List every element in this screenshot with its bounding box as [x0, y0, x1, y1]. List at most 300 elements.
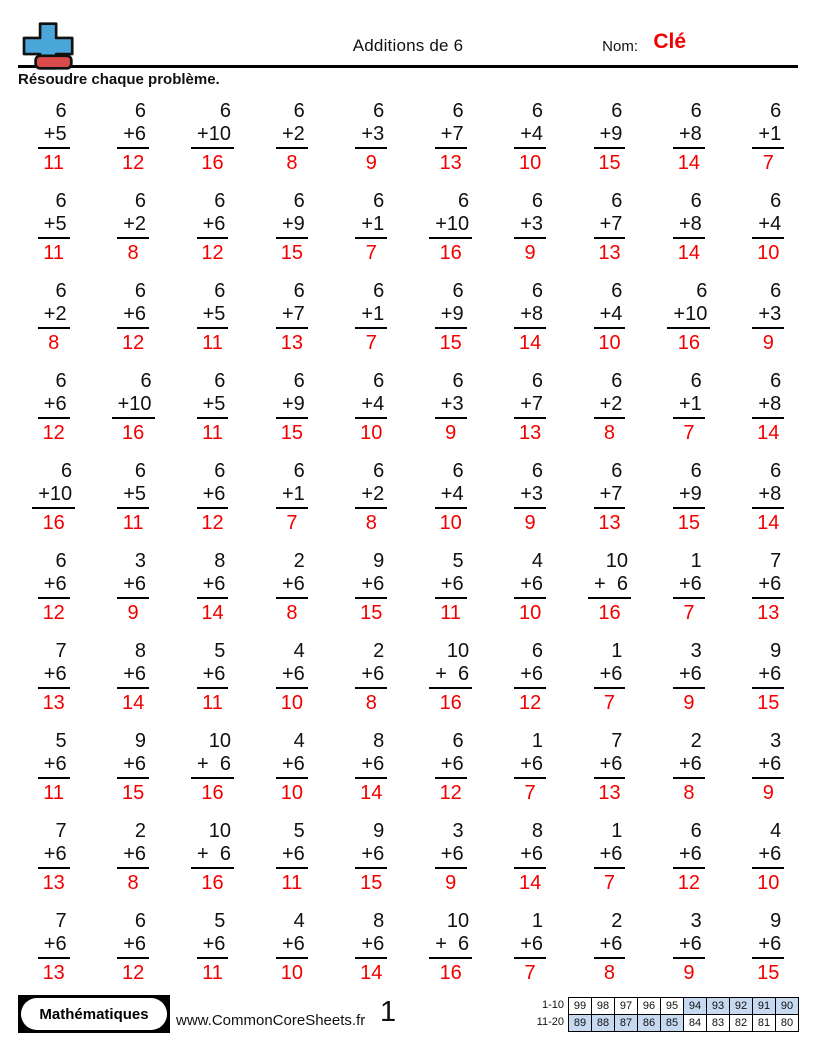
- problem-top-addend: 6: [55, 550, 67, 572]
- problem-cell: [435, 370, 467, 445]
- problem-cell: [197, 370, 229, 445]
- brand-logo-box: [18, 995, 170, 1033]
- score-cell: 82: [730, 1015, 753, 1032]
- score-cell: 93: [707, 998, 730, 1015]
- problem-top-addend: 6: [770, 460, 782, 482]
- problem-bottom-addend: +4: [435, 483, 467, 509]
- problem-bottom-addend: +8: [673, 123, 705, 149]
- problem-cell: [752, 730, 784, 805]
- problem-top-addend: 3: [134, 550, 146, 572]
- problem-cell: [355, 640, 387, 715]
- problem-answer: 16: [439, 242, 462, 264]
- problem-cell: [117, 640, 149, 715]
- problem-answer: 11: [43, 782, 65, 804]
- problem-answer: 12: [121, 962, 145, 984]
- problem-top-addend: 6: [452, 370, 464, 392]
- problem-cell: [38, 910, 70, 985]
- problem-cell: [38, 640, 70, 715]
- problem-top-addend: 6: [55, 370, 67, 392]
- problem-top-addend: 6: [452, 100, 464, 122]
- problem-top-addend: 6: [293, 100, 305, 122]
- problem-top-addend: 8: [373, 910, 385, 932]
- problem-top-addend: 10: [208, 730, 231, 752]
- problem-cell: [117, 190, 149, 265]
- problem-answer: 12: [518, 692, 542, 714]
- problem-answer: 16: [201, 152, 224, 174]
- answer-key-label: Clé: [653, 30, 686, 53]
- problem-top-addend: 5: [452, 550, 464, 572]
- problem-answer: 16: [201, 782, 224, 804]
- problem-answer: 9: [762, 782, 774, 804]
- problem-bottom-addend: +6: [117, 123, 149, 149]
- page-number: 1: [380, 996, 397, 1028]
- problem-bottom-addend: +6: [673, 753, 705, 779]
- problem-top-addend: 2: [690, 730, 702, 752]
- problem-top-addend: 6: [531, 370, 543, 392]
- problem-answer: 10: [360, 422, 383, 444]
- problem-top-addend: 6: [373, 280, 385, 302]
- problem-bottom-addend: +6: [673, 843, 705, 869]
- problem-bottom-addend: +6: [752, 573, 784, 599]
- problem-cell: [117, 730, 149, 805]
- problem-bottom-addend: +9: [276, 213, 308, 239]
- problem-bottom-addend: +4: [594, 303, 626, 329]
- problem-cell: [435, 100, 467, 175]
- problem-answer: 7: [524, 782, 536, 804]
- problem-top-addend: 3: [452, 820, 464, 842]
- problem-top-addend: 2: [373, 640, 385, 662]
- problem-top-addend: 7: [55, 640, 67, 662]
- problem-top-addend: 6: [293, 280, 305, 302]
- problem-cell: [752, 460, 784, 535]
- problem-bottom-addend: +2: [594, 393, 626, 419]
- problem-bottom-addend: +4: [752, 213, 784, 239]
- problem-answer: 12: [201, 242, 224, 264]
- problem-bottom-addend: +6: [355, 663, 387, 689]
- problem-top-addend: 10: [446, 910, 470, 932]
- problem-answer: 9: [365, 152, 377, 174]
- problem-bottom-addend: +6: [276, 933, 308, 959]
- problem-answer: 15: [757, 692, 780, 714]
- problem-top-addend: 8: [373, 730, 385, 752]
- problem-answer: 7: [603, 692, 616, 714]
- problem-answer: 9: [524, 242, 536, 264]
- problem-top-addend: 6: [55, 100, 67, 122]
- problem-top-addend: 6: [770, 190, 782, 212]
- problem-answer: 11: [43, 152, 65, 174]
- problem-top-addend: 6: [690, 820, 702, 842]
- problem-cell: [594, 730, 626, 805]
- score-cell: 97: [615, 998, 638, 1015]
- problem-bottom-addend: +8: [752, 483, 784, 509]
- problem-bottom-addend: +2: [276, 123, 308, 149]
- problem-bottom-addend: + 6: [429, 933, 472, 959]
- problem-bottom-addend: +6: [38, 753, 70, 779]
- problem-answer: 14: [360, 782, 383, 804]
- problem-top-addend: 6: [452, 460, 464, 482]
- problem-top-addend: 5: [214, 640, 226, 662]
- score-cell: 91: [753, 998, 776, 1015]
- problem-answer: 9: [762, 332, 774, 354]
- problem-answer: 14: [121, 692, 145, 714]
- problem-answer: 7: [365, 242, 377, 264]
- problem-answer: 14: [518, 332, 542, 354]
- problem-answer: 10: [757, 872, 780, 894]
- score-cell: 96: [638, 998, 661, 1015]
- problem-top-addend: 9: [373, 820, 385, 842]
- problem-answer: 11: [440, 602, 462, 624]
- problem-bottom-addend: + 6: [588, 573, 631, 599]
- problem-cell: [673, 820, 705, 895]
- problem-answer: 15: [280, 422, 304, 444]
- score-grid: [568, 997, 799, 1032]
- problem-cell: [276, 910, 308, 985]
- problem-bottom-addend: +3: [514, 213, 546, 239]
- problem-top-addend: 6: [531, 280, 543, 302]
- problem-answer: 7: [524, 962, 536, 984]
- problem-top-addend: 1: [690, 550, 702, 572]
- problem-answer: 15: [121, 782, 145, 804]
- problem-cell: [429, 910, 472, 985]
- problem-cell: [752, 910, 784, 985]
- problem-bottom-addend: +6: [514, 753, 546, 779]
- problem-top-addend: 6: [219, 100, 231, 122]
- problem-top-addend: 6: [770, 280, 782, 302]
- problem-bottom-addend: +6: [197, 933, 229, 959]
- problem-bottom-addend: + 6: [191, 843, 234, 869]
- problem-cell: [514, 640, 546, 715]
- problem-answer: 14: [201, 602, 224, 624]
- problem-answer: 9: [445, 422, 457, 444]
- problem-cell: [117, 280, 149, 355]
- problem-top-addend: 9: [134, 730, 146, 752]
- footer: [18, 995, 799, 1035]
- problem-bottom-addend: +6: [594, 843, 626, 869]
- problem-bottom-addend: +5: [38, 213, 70, 239]
- problem-answer: 14: [677, 152, 701, 174]
- problem-top-addend: 9: [770, 640, 782, 662]
- problem-bottom-addend: + 6: [429, 663, 472, 689]
- problem-bottom-addend: +6: [752, 933, 784, 959]
- problem-answer: 13: [439, 152, 462, 174]
- problem-top-addend: 6: [293, 370, 305, 392]
- problem-top-addend: 6: [696, 280, 708, 302]
- score-cell: 98: [592, 998, 615, 1015]
- problem-answer: 14: [757, 422, 780, 444]
- problem-bottom-addend: +8: [514, 303, 546, 329]
- problem-answer: 7: [683, 602, 695, 624]
- problem-cell: [355, 730, 387, 805]
- problem-answer: 8: [286, 152, 298, 174]
- problem-top-addend: 4: [531, 550, 543, 572]
- problem-bottom-addend: +6: [117, 843, 149, 869]
- problem-top-addend: 6: [373, 190, 385, 212]
- problem-cell: [514, 910, 546, 985]
- score-cell: 83: [707, 1015, 730, 1032]
- problem-top-addend: 6: [611, 100, 623, 122]
- problem-answer: 8: [603, 962, 616, 984]
- problem-bottom-addend: +5: [197, 303, 229, 329]
- problem-cell: [117, 550, 149, 625]
- problem-bottom-addend: +10: [191, 123, 234, 149]
- problem-bottom-addend: +9: [276, 393, 308, 419]
- problem-bottom-addend: +6: [594, 933, 626, 959]
- problem-bottom-addend: +2: [117, 213, 149, 239]
- problem-answer: 8: [603, 422, 616, 444]
- problem-cell: [276, 280, 308, 355]
- problem-top-addend: 6: [214, 190, 226, 212]
- problem-answer: 10: [280, 692, 304, 714]
- problem-top-addend: 6: [214, 280, 226, 302]
- problem-cell: [276, 190, 308, 265]
- problem-answer: 8: [286, 602, 298, 624]
- problem-bottom-addend: +6: [355, 843, 387, 869]
- problem-cell: [429, 190, 472, 265]
- problem-answer: 14: [677, 242, 701, 264]
- problem-bottom-addend: +8: [673, 213, 705, 239]
- score-cell: 81: [753, 1015, 776, 1032]
- problem-bottom-addend: +9: [435, 303, 467, 329]
- problem-bottom-addend: +6: [38, 573, 70, 599]
- problem-cell: [276, 460, 308, 535]
- problem-cell: [752, 820, 784, 895]
- problem-bottom-addend: +6: [117, 753, 149, 779]
- problem-top-addend: 7: [55, 820, 67, 842]
- problem-top-addend: 8: [134, 640, 146, 662]
- problem-answer: 13: [42, 692, 65, 714]
- problem-answer: 16: [439, 962, 462, 984]
- problem-answer: 9: [683, 692, 695, 714]
- problem-cell: [276, 730, 308, 805]
- score-cell: 94: [684, 998, 707, 1015]
- problem-bottom-addend: +6: [673, 663, 705, 689]
- problem-answer: 16: [598, 602, 621, 624]
- problem-top-addend: 4: [293, 640, 305, 662]
- problem-answer: 12: [677, 872, 701, 894]
- problem-bottom-addend: +6: [673, 933, 705, 959]
- brand-logo: Mathématiques: [21, 998, 167, 1030]
- problem-answer: 10: [439, 512, 462, 534]
- problem-cell: [38, 820, 70, 895]
- problem-cell: [435, 460, 467, 535]
- problem-answer: 13: [280, 332, 304, 354]
- problem-answer: 12: [439, 782, 462, 804]
- problem-bottom-addend: +1: [673, 393, 705, 419]
- problem-bottom-addend: +9: [594, 123, 626, 149]
- problem-cell: [38, 100, 70, 175]
- website-url: www.CommonCoreSheets.fr: [176, 1012, 366, 1029]
- problem-bottom-addend: +6: [514, 573, 546, 599]
- problem-top-addend: 6: [770, 370, 782, 392]
- problem-top-addend: 1: [611, 820, 623, 842]
- problem-bottom-addend: +5: [197, 393, 229, 419]
- problem-bottom-addend: +6: [117, 303, 149, 329]
- problem-cell: [752, 280, 784, 355]
- problem-bottom-addend: +6: [38, 393, 70, 419]
- problem-answer: 11: [202, 692, 223, 714]
- problem-bottom-addend: +3: [514, 483, 546, 509]
- problem-answer: 10: [598, 332, 621, 354]
- problem-top-addend: 10: [208, 820, 231, 842]
- problem-bottom-addend: +6: [355, 933, 387, 959]
- problem-answer: 15: [360, 872, 383, 894]
- problem-bottom-addend: +8: [752, 393, 784, 419]
- problem-cell: [276, 820, 308, 895]
- score-range-labels: [537, 995, 564, 1032]
- problem-answer: 13: [757, 602, 780, 624]
- problem-cell: [514, 370, 546, 445]
- problem-cell: [117, 460, 149, 535]
- problem-top-addend: 2: [134, 820, 146, 842]
- problem-bottom-addend: +6: [435, 573, 467, 599]
- problem-cell: [112, 370, 155, 445]
- problem-bottom-addend: +6: [276, 663, 308, 689]
- problem-top-addend: 8: [214, 550, 226, 572]
- header: [18, 0, 798, 68]
- problem-cell: [673, 640, 705, 715]
- score-cell: 99: [569, 998, 592, 1015]
- problem-top-addend: 6: [611, 190, 623, 212]
- problem-top-addend: 6: [373, 460, 385, 482]
- problem-bottom-addend: +7: [594, 213, 626, 239]
- problem-bottom-addend: +5: [38, 123, 70, 149]
- problem-bottom-addend: +1: [355, 303, 387, 329]
- problem-cell: [435, 280, 467, 355]
- problem-top-addend: 6: [134, 910, 146, 932]
- problem-bottom-addend: +6: [197, 663, 229, 689]
- problem-top-addend: 10: [605, 550, 628, 572]
- problem-answer: 7: [683, 422, 695, 444]
- problem-cell: [752, 370, 784, 445]
- score-range-label: 1-10: [541, 998, 564, 1011]
- problem-top-addend: 5: [55, 730, 67, 752]
- problem-cell: [117, 820, 149, 895]
- score-range-label: 11-20: [536, 1015, 564, 1028]
- problem-top-addend: 1: [531, 910, 543, 932]
- problem-answer: 11: [43, 242, 65, 264]
- problem-bottom-addend: +2: [38, 303, 70, 329]
- problem-answer: 12: [42, 422, 65, 444]
- problem-answer: 13: [598, 512, 621, 534]
- problem-cell: [673, 460, 705, 535]
- problem-cell: [514, 100, 546, 175]
- problem-bottom-addend: +7: [594, 483, 626, 509]
- problem-cell: [752, 550, 784, 625]
- problem-bottom-addend: +3: [435, 393, 467, 419]
- problem-top-addend: 4: [770, 820, 782, 842]
- problem-bottom-addend: +6: [38, 663, 70, 689]
- problem-bottom-addend: +6: [435, 753, 467, 779]
- problem-cell: [514, 550, 546, 625]
- problem-cell: [355, 100, 387, 175]
- problem-answer: 12: [42, 602, 65, 624]
- problem-answer: 15: [677, 512, 701, 534]
- problem-top-addend: 6: [293, 190, 305, 212]
- problem-top-addend: 6: [373, 370, 385, 392]
- problem-answer: 14: [360, 962, 383, 984]
- problem-bottom-addend: +9: [673, 483, 705, 509]
- problem-top-addend: 6: [690, 460, 702, 482]
- problem-cell: [594, 460, 626, 535]
- problem-bottom-addend: +2: [355, 483, 387, 509]
- problem-cell: [752, 640, 784, 715]
- problem-answer: 13: [42, 962, 65, 984]
- problem-top-addend: 6: [61, 460, 73, 482]
- problem-answer: 12: [121, 152, 145, 174]
- problem-top-addend: 6: [452, 280, 464, 302]
- problem-bottom-addend: +10: [667, 303, 710, 329]
- problem-answer: 13: [518, 422, 542, 444]
- problem-answer: 8: [365, 512, 377, 534]
- problem-answer: 11: [202, 962, 223, 984]
- problem-cell: [355, 190, 387, 265]
- problem-cell: [673, 100, 705, 175]
- problem-cell: [667, 280, 710, 355]
- problem-top-addend: 6: [531, 100, 543, 122]
- problem-cell: [355, 820, 387, 895]
- score-cell: 90: [776, 998, 799, 1015]
- problem-cell: [38, 550, 70, 625]
- problem-cell: [197, 640, 229, 715]
- problem-cell: [32, 460, 75, 535]
- problem-cell: [588, 550, 631, 625]
- problem-bottom-addend: +6: [276, 753, 308, 779]
- score-cell: 86: [638, 1015, 661, 1032]
- score-row: [569, 998, 799, 1015]
- problem-answer: 8: [365, 692, 377, 714]
- problem-cell: [752, 190, 784, 265]
- problem-bottom-addend: +6: [594, 753, 626, 779]
- problem-cell: [594, 280, 626, 355]
- problem-top-addend: 6: [134, 280, 146, 302]
- problem-top-addend: 6: [134, 100, 146, 122]
- problem-cell: [673, 370, 705, 445]
- problem-cell: [117, 100, 149, 175]
- problem-cell: [594, 100, 626, 175]
- problem-answer: 12: [121, 332, 145, 354]
- problem-top-addend: 6: [531, 640, 543, 662]
- problem-top-addend: 6: [373, 100, 385, 122]
- problem-top-addend: 4: [293, 730, 305, 752]
- problem-top-addend: 6: [770, 100, 782, 122]
- problem-cell: [514, 730, 546, 805]
- problem-bottom-addend: +6: [38, 843, 70, 869]
- problem-cell: [355, 370, 387, 445]
- problem-cell: [594, 190, 626, 265]
- problem-cell: [197, 910, 229, 985]
- problem-bottom-addend: +10: [429, 213, 472, 239]
- problem-top-addend: 6: [140, 370, 152, 392]
- problem-top-addend: 3: [770, 730, 782, 752]
- problem-cell: [197, 550, 229, 625]
- problem-top-addend: 6: [55, 190, 67, 212]
- score-row: [569, 1015, 799, 1032]
- problem-cell: [355, 280, 387, 355]
- problem-bottom-addend: +6: [673, 573, 705, 599]
- problem-cell: [38, 280, 70, 355]
- problem-bottom-addend: +6: [514, 843, 546, 869]
- problem-answer: 16: [201, 872, 224, 894]
- problem-bottom-addend: +6: [514, 663, 546, 689]
- problem-top-addend: 1: [531, 730, 543, 752]
- score-cell: 95: [661, 998, 684, 1015]
- problem-answer: 16: [677, 332, 701, 354]
- problem-answer: 10: [280, 782, 304, 804]
- problem-cell: [191, 820, 234, 895]
- problem-bottom-addend: +7: [514, 393, 546, 419]
- problem-cell: [673, 550, 705, 625]
- problem-cell: [435, 550, 467, 625]
